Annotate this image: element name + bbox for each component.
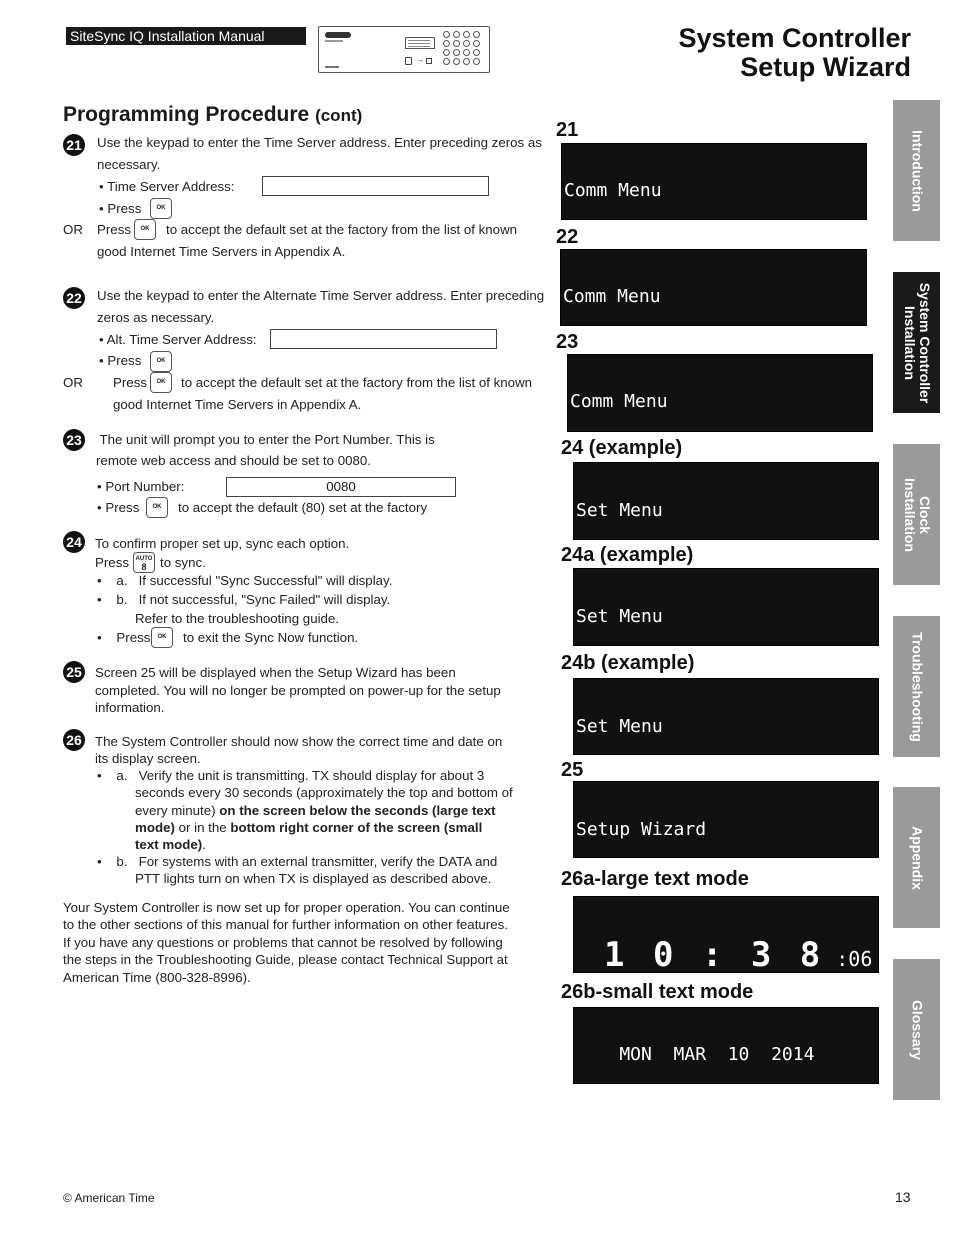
step-number: 26 — [63, 729, 85, 751]
ok-key-icon: OK — [150, 198, 172, 219]
screen-label: 22 — [556, 226, 579, 248]
screen-label: 26a-large text mode — [561, 868, 749, 890]
page-title: System Controller Setup Wizard — [678, 23, 911, 82]
screen-label: 24b (example) — [561, 652, 695, 674]
screen-label: 26b-small text mode — [561, 981, 754, 1003]
device-illustration: → — [318, 26, 490, 73]
ok-key-icon: OK — [150, 372, 172, 393]
time-server-field — [262, 176, 489, 196]
copyright: © American Time — [63, 1191, 155, 1205]
lcd-screen-21: Comm Menu — [561, 143, 867, 220]
tab-introduction[interactable]: Introduction — [893, 100, 940, 241]
page-number: 13 — [895, 1189, 911, 1205]
ok-key-icon: OK — [151, 627, 173, 648]
lcd-screen-24a: Set Menu — [573, 568, 879, 646]
lcd-screen-26b: MON MAR 10 2014 — [573, 1007, 879, 1084]
lcd-screen-25: Setup Wizard — [573, 781, 879, 858]
port-number-field: 0080 — [226, 477, 456, 497]
lcd-screen-24: Set Menu — [573, 462, 879, 540]
step-number: 23 — [63, 429, 85, 451]
closing-paragraph: Your System Controller is now set up for proper operation. You can continue to the other sections of this manual for further information on other features. If you have any questions or problems that cannot be resolved by following the steps in the Troubleshooting Guide, please contact Technical Support at American Time (800-328-8996). — [63, 900, 510, 985]
tab-appendix[interactable]: Appendix — [893, 787, 940, 928]
tab-system-controller-installation[interactable]: System Controller Installation — [893, 272, 940, 413]
auto-8-key-icon: AUTO 8 — [133, 552, 155, 573]
step-number: 24 — [63, 531, 85, 553]
lcd-screen-23: Comm Menu — [567, 354, 873, 432]
screen-label: 23 — [556, 331, 579, 353]
ok-key-icon: OK — [150, 351, 172, 372]
screen-label: 21 — [556, 119, 579, 141]
tab-clock-installation[interactable]: Clock Installation — [893, 444, 940, 585]
ok-key-icon: OK — [146, 497, 168, 518]
ok-key-icon: OK — [134, 219, 156, 240]
lcd-screen-22: Comm Menu — [560, 249, 867, 326]
screen-label: 24a (example) — [561, 544, 694, 566]
step-number: 25 — [63, 661, 85, 683]
alt-time-server-field — [270, 329, 497, 349]
tab-glossary[interactable]: Glossary — [893, 959, 940, 1100]
tab-troubleshooting[interactable]: Troubleshooting — [893, 616, 940, 757]
step-number: 21 — [63, 134, 85, 156]
screen-label: 24 (example) — [561, 437, 683, 459]
lcd-screen-24b: Set Menu — [573, 678, 879, 755]
manual-title: SiteSync IQ Installation Manual — [66, 27, 306, 45]
step-number: 22 — [63, 287, 85, 309]
section-title: Programming Procedure (cont) — [63, 103, 363, 126]
lcd-screen-26a: 1 0 : 3 8 :06 — [573, 896, 879, 973]
screen-label: 25 — [561, 759, 584, 781]
